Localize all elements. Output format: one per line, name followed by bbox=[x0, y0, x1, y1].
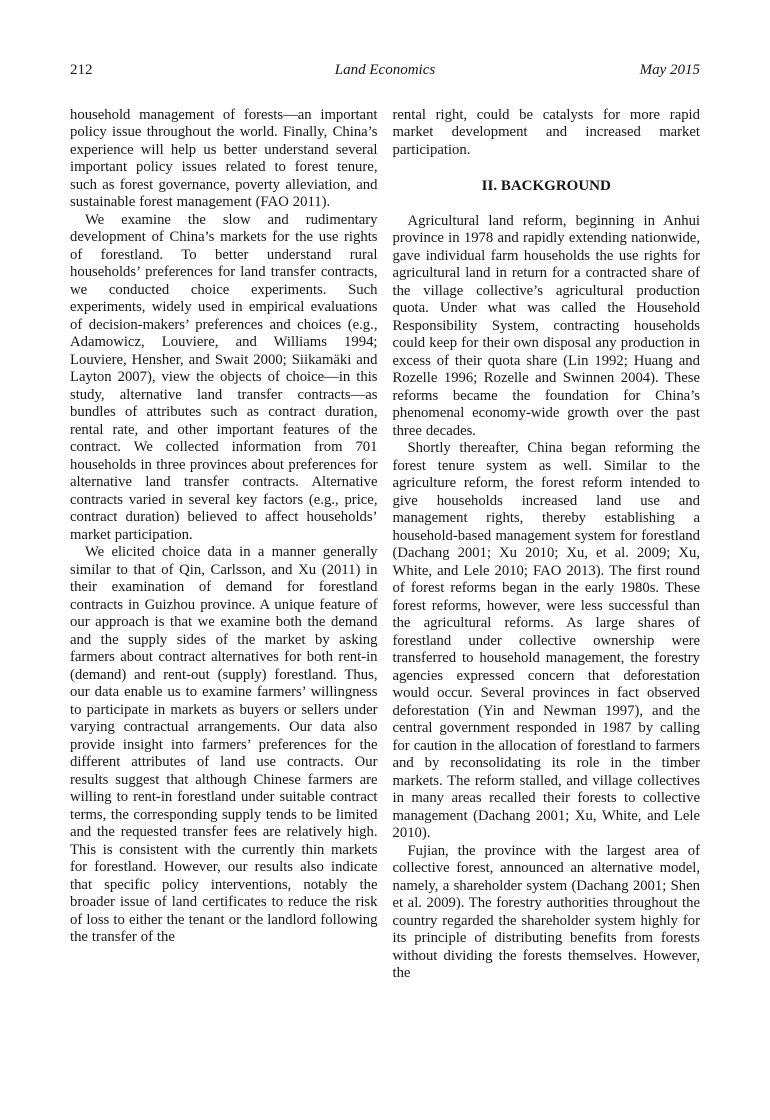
paragraph-forest-tenure-reform: Shortly thereafter, China began reforming the forest tenure system as well. Similar to the agriculture reform, the forest reform intended to give households increased land use and management rights, thereby establishing a household-based management system for forestland (Dachang 2001; Xu 2010; Xu, et al. 2009; Xu, White, and Lele 2010; FAO 2013). The first round of forest reforms began in the early 1980s. These forest reforms, however, were less successful than the agricultural reforms. As large shares of forestland under collective ownership were transferred to household management, the forestry agencies expressed concern that deforestation would occur. Several provinces in fact observed deforestation (Yin and Newman 1997), and the central government responded in 1987 by calling for caution in the allocation of forestland to farmers and by reconsolidating its role in the timber markets. The reform stalled, and village collectives in many areas recalled their forests to collective management (Dachang 2001; Xu, White, and Lele 2010). bbox=[392, 440, 700, 841]
paragraph-rental-right-continuation: rental right, could be catalysts for more rapid market development and increased market participation. bbox=[392, 106, 700, 158]
issue-date: May 2015 bbox=[639, 62, 700, 78]
left-column bbox=[70, 107, 378, 983]
running-header bbox=[70, 62, 700, 79]
page-number: 212 bbox=[70, 62, 93, 78]
paragraph-agricultural-land-reform: Agricultural land reform, beginning in Anhui province in 1978 and rapidly extending nationwide, gave individual farm households the use rights for agricultural land in return for a contracted share of the village collective’s agricultural production quota. Under what was called the Household Responsibility System, contracting households could keep for their own disposal any production in excess of their quota share (Lin 1992; Huang and Rozelle 1996; Rozelle and Swinnen 2004). These reforms became the foundation for China’s phenomenal economy-wide growth over the past three decades. bbox=[392, 212, 700, 439]
right-column bbox=[393, 107, 701, 983]
paragraph-intro-continuation: household management of forests—an important policy issue throughout the world. Finally, China’s experience will help us better understand several important policy issues related to forest tenure, such as forest governance, poverty alleviation, and sustainable forest management (FAO 2011). bbox=[70, 106, 378, 210]
paragraph-elicited-choice-data: We elicited choice data in a manner generally similar to that of Qin, Carlsson, and Xu (2011) in their examination of demand for forestland contracts in Guizhou province. A unique feature of our approach is that we examine both the demand and the supply sides of the market by asking farmers about contract alternatives for both rent-in (demand) and rent-out (supply) forestland. Thus, our data enable us to examine farmers’ willingness to participate in markets as buyers or sellers under varying contractual arrangements. Our data also provide insight into farmers’ preferences for the different attributes of land use contracts. Our results suggest that although Chinese farmers are willing to rent-in forestland under suitable contract terms, the corresponding supply tends to be limited and the requested transfer fees are relatively high. This is consistent with the currently thin markets for forestland. However, our results also indicate that specific policy interventions, notably the broader issue of land certificates to reduce the risk of loss to either the tenant or the landlord following the transfer of the bbox=[70, 544, 378, 945]
paragraph-fujian-shareholder-system: Fujian, the province with the largest area of collective forest, announced an alternative model, namely, a shareholder system (Dachang 2001; Shen et al. 2009). The forestry authorities throughout the country regarded the shareholder system highly for its principle of distributing benefits from forests without dividing the forests themselves. However, the bbox=[392, 842, 700, 981]
two-column-body bbox=[70, 107, 700, 983]
section-heading-background: II. BACKGROUND bbox=[481, 178, 611, 194]
journal-title: Land Economics bbox=[334, 62, 436, 78]
paragraph-choice-experiments: We examine the slow and rudimentary development of China’s markets for the use rights of forestland. To better understand rural households’ preferences for land transfer contracts, we conducted choice experiments. Such experiments, widely used in empirical evaluations of decision-makers’ preferences and choices (e.g., Adamowicz, Louviere, and Williams 1994; Louviere, Hensher, and Swait 2000; Siikamäki and Layton 2007), view the objects of choice—in this study, alternative land transfer contracts—as bundles of attributes such as contract duration, rental rate, and other important features of the contract. We collected information from 701 households in three provinces about preferences for alternative land transfer contracts. Alternative contracts varied in several key factors (e.g., price, contract duration) believed to affect households’ market participation. bbox=[70, 211, 378, 543]
